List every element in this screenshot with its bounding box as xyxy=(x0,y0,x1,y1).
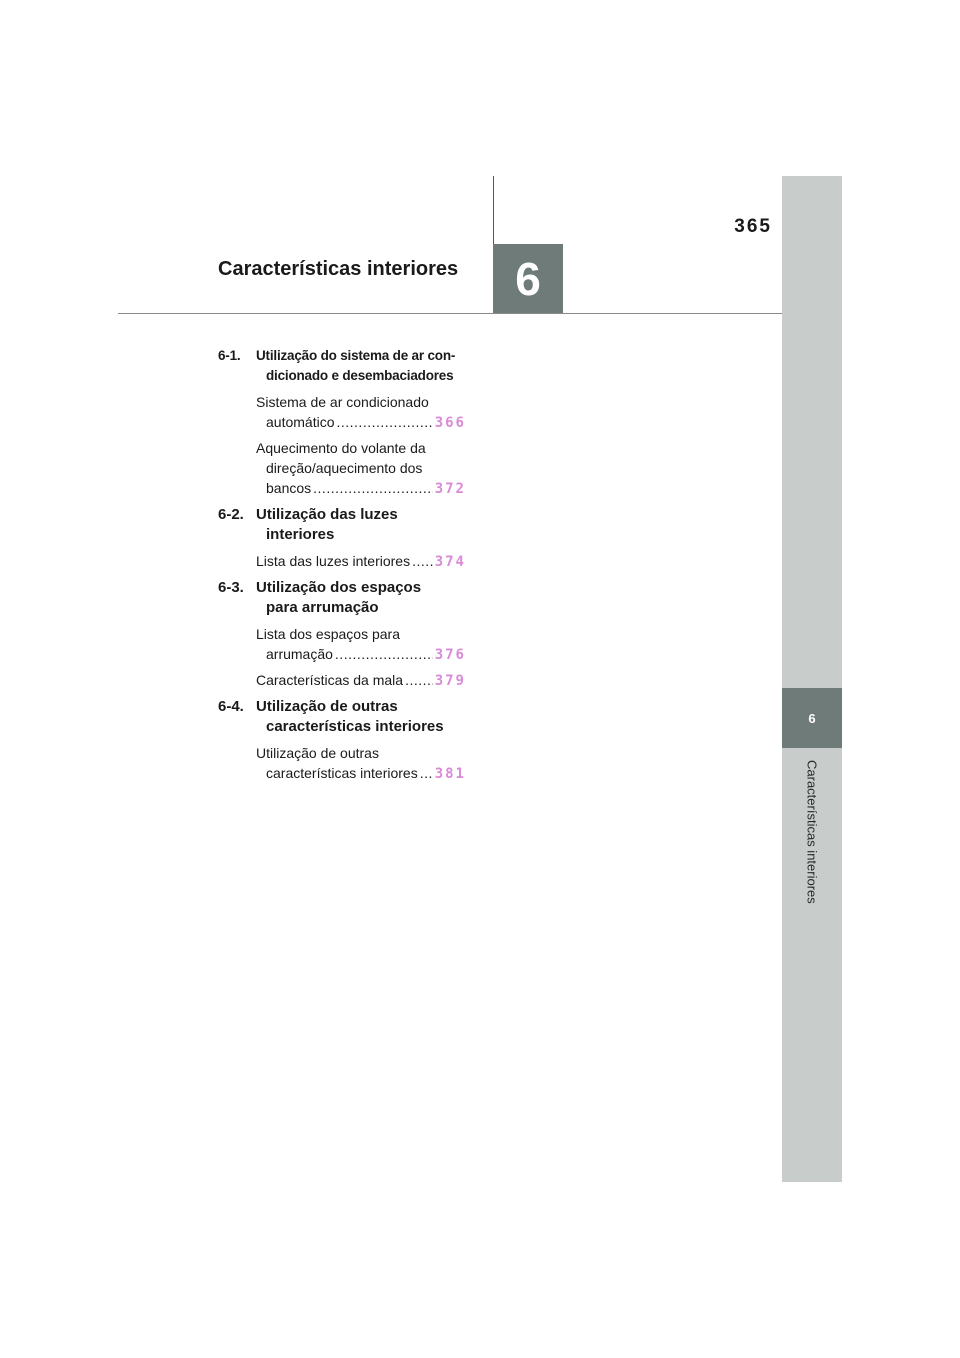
toc-entry[interactable] xyxy=(256,392,466,433)
page-link[interactable]: 379 xyxy=(434,673,466,689)
side-tab-label: Características interiores xyxy=(804,760,820,904)
dot-leader xyxy=(335,644,433,664)
dot-leader xyxy=(313,478,433,498)
chapter-title: Características interiores xyxy=(218,258,459,280)
toc-entry[interactable] xyxy=(256,624,466,665)
entry-text-line: Lista dos espaços para xyxy=(256,626,400,642)
toc-section-6-4 xyxy=(218,697,466,784)
page-link[interactable]: 372 xyxy=(434,481,466,497)
section-number: 6-3. xyxy=(218,579,244,596)
page-link[interactable]: 374 xyxy=(434,554,466,570)
section-heading[interactable] xyxy=(218,346,466,386)
chapter-number-box: 6 xyxy=(493,244,563,314)
section-title-line: Utilização das luzes xyxy=(256,506,398,523)
dot-leader xyxy=(412,551,433,571)
entry-text-line: características interiores xyxy=(266,765,418,781)
side-tab-chapter-number[interactable]: 6 xyxy=(782,688,842,748)
toc-entry[interactable] xyxy=(256,438,466,499)
section-title-line: características interiores xyxy=(266,718,444,735)
section-number: 6-4. xyxy=(218,698,244,715)
toc-entry[interactable] xyxy=(256,743,466,784)
dot-leader xyxy=(336,412,432,432)
section-number: 6-1. xyxy=(218,348,241,363)
entry-text-line: bancos xyxy=(266,480,312,496)
section-title-line: para arrumação xyxy=(266,599,379,616)
table-of-contents xyxy=(218,346,466,790)
section-title-line: Utilização dos espaços xyxy=(256,579,422,596)
page-link[interactable]: 381 xyxy=(434,766,466,782)
section-title-line: Utilização do sistema de ar con- xyxy=(256,348,456,363)
entry-text-line: arrumação xyxy=(266,646,333,662)
page-link[interactable]: 366 xyxy=(434,415,466,431)
header-rule xyxy=(118,313,782,314)
section-heading[interactable] xyxy=(218,505,466,545)
entry-text-line: Lista das luzes interiores xyxy=(256,553,411,569)
page-number: 365 xyxy=(734,216,772,237)
section-title-line: Utilização de outras xyxy=(256,698,398,715)
section-title-line: interiores xyxy=(266,526,335,543)
entry-text-line: automático xyxy=(266,414,335,430)
toc-section-6-3 xyxy=(218,578,466,691)
section-number: 6-2. xyxy=(218,506,244,523)
dot-leader xyxy=(420,763,433,783)
entry-text-line: direção/aquecimento dos xyxy=(266,460,423,476)
entry-text-line: Utilização de outras xyxy=(256,745,379,761)
toc-entry[interactable] xyxy=(256,670,466,691)
section-heading[interactable] xyxy=(218,697,466,737)
section-title-line: dicionado e desembaciadores xyxy=(266,368,454,383)
entry-text-line: Sistema de ar condicionado xyxy=(256,394,429,410)
header-divider xyxy=(493,176,494,246)
entry-text-line: Aquecimento do volante da xyxy=(256,440,426,456)
entry-text-line: Características da mala xyxy=(256,672,404,688)
dot-leader xyxy=(405,670,433,690)
side-thumb-bar xyxy=(782,176,842,1182)
toc-section-6-2 xyxy=(218,505,466,572)
section-heading[interactable] xyxy=(218,578,466,618)
toc-entry[interactable] xyxy=(256,551,466,572)
page-link[interactable]: 376 xyxy=(434,647,466,663)
toc-section-6-1 xyxy=(218,346,466,499)
